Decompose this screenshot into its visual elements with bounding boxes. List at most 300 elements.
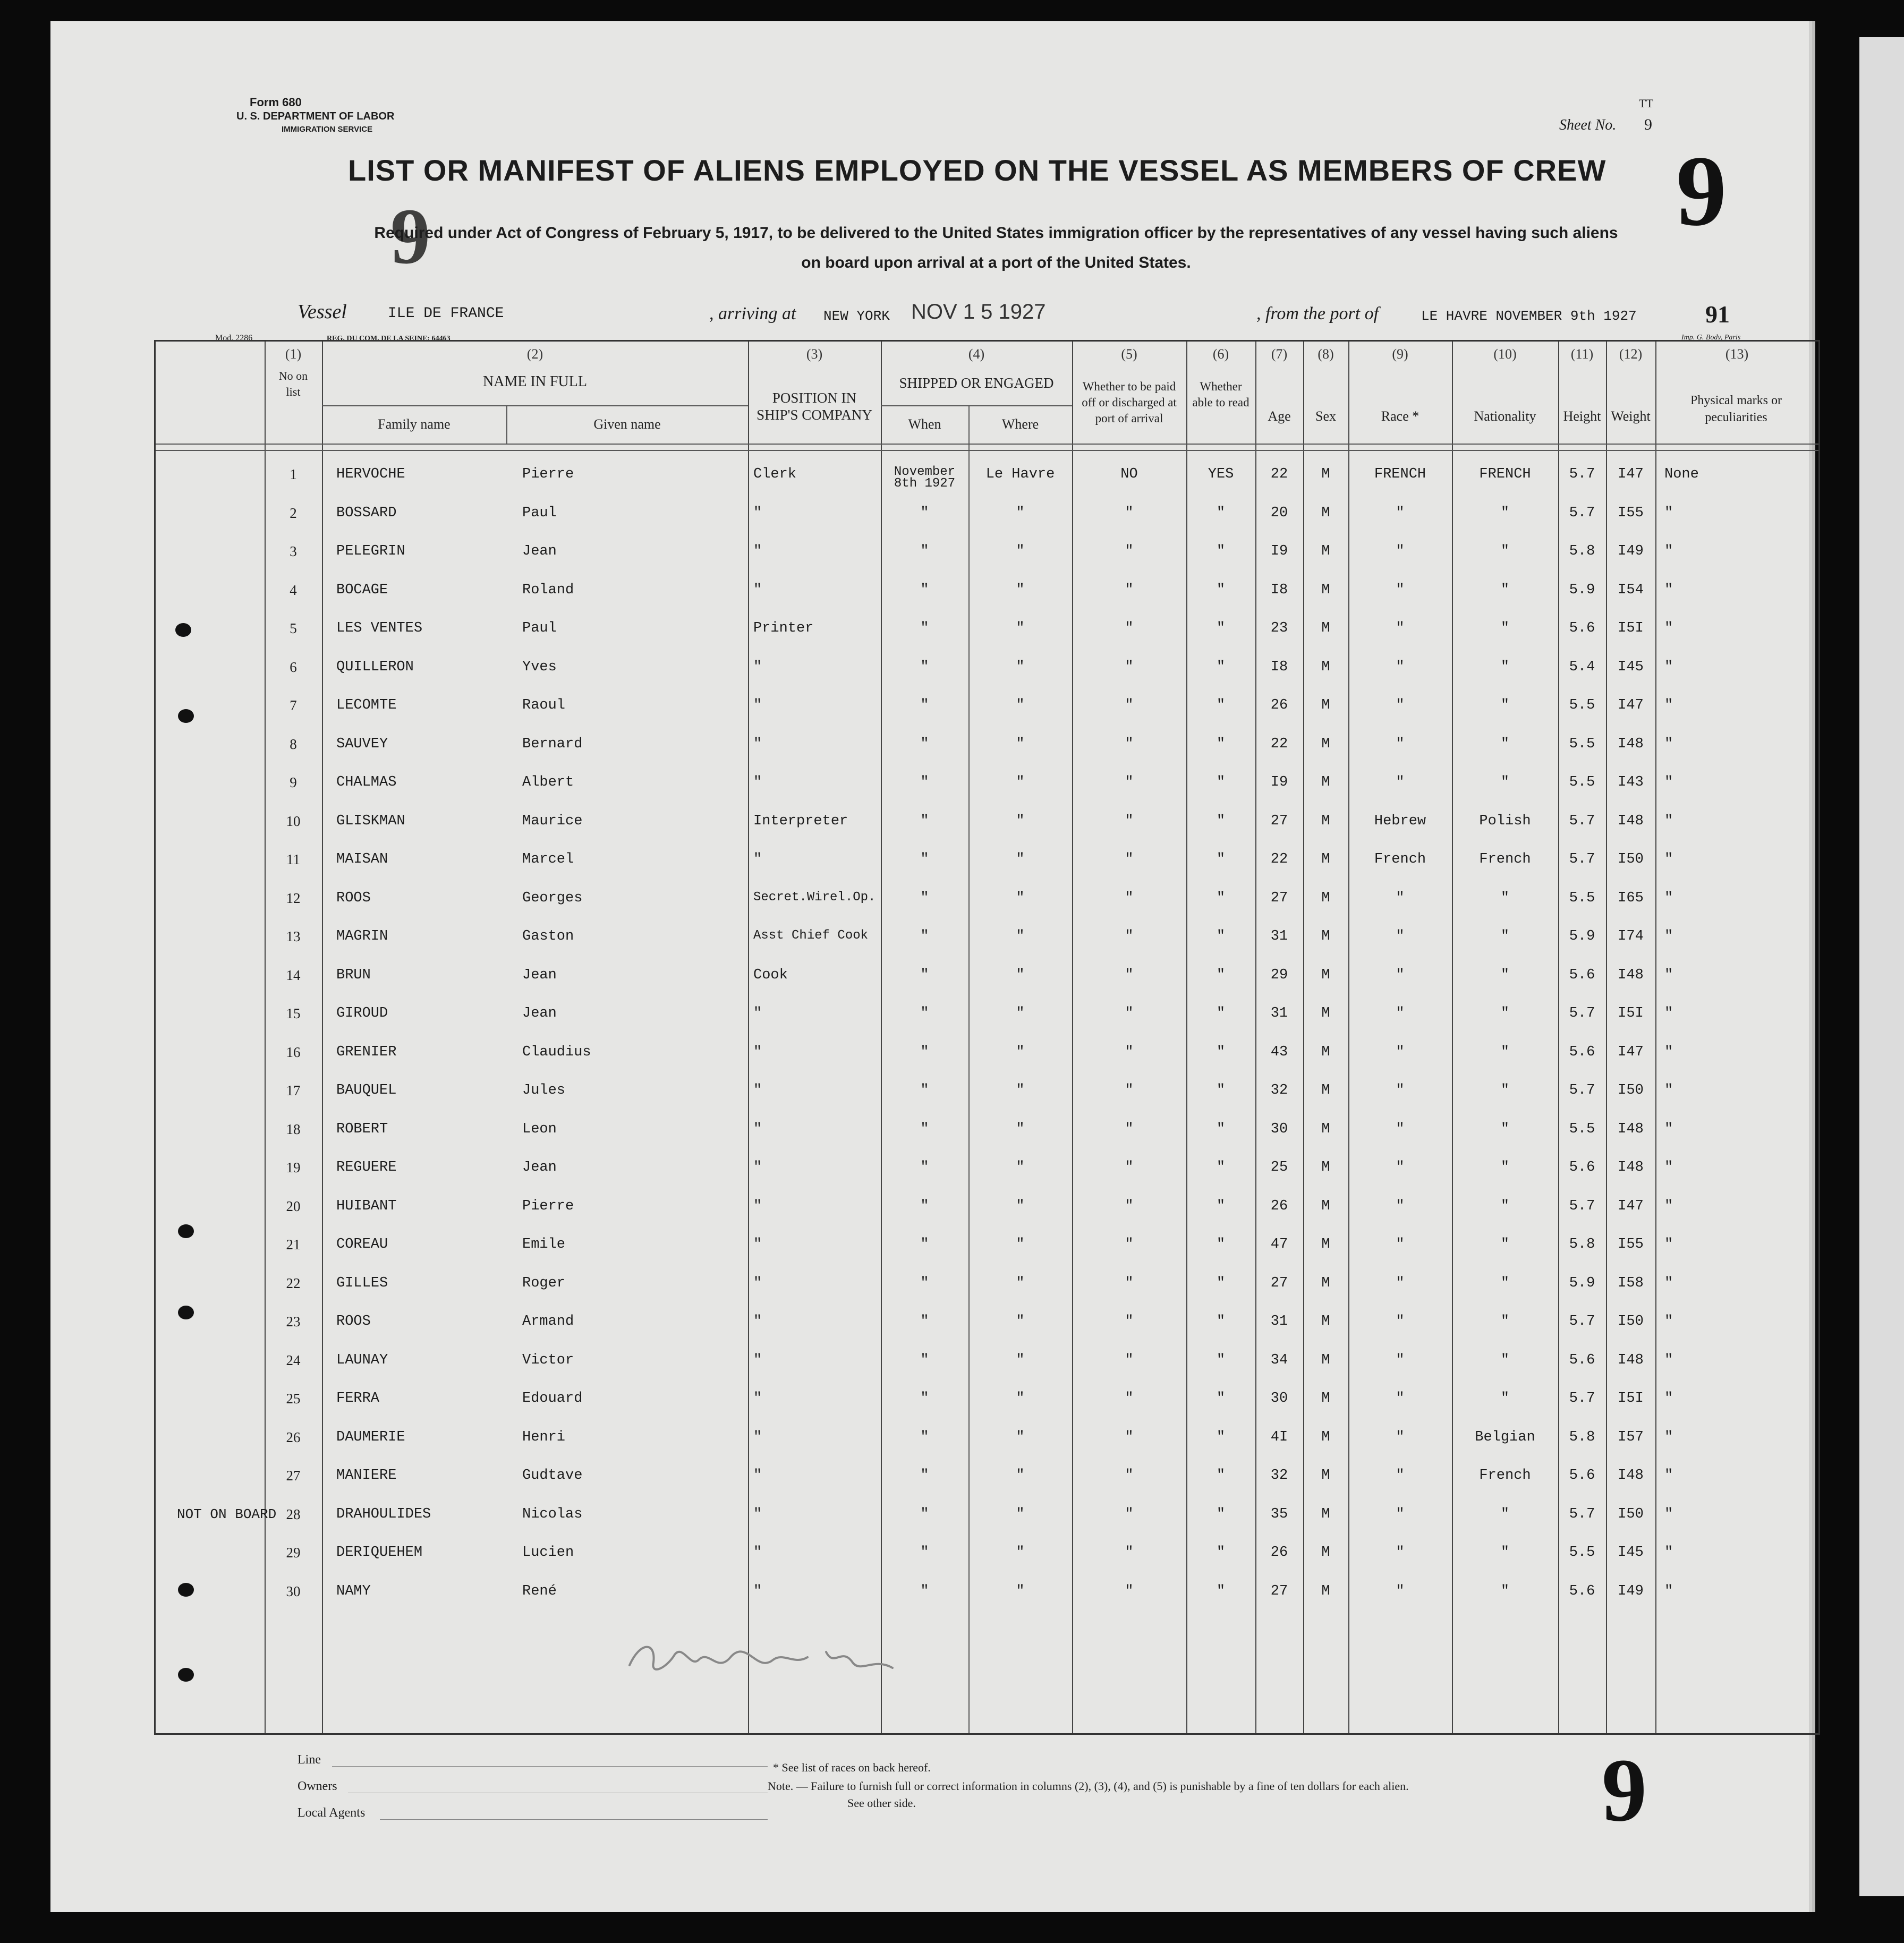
cell-where: " (1016, 967, 1025, 983)
cell-physical-marks: " (1664, 774, 1673, 790)
cell-no: 26 (286, 1429, 301, 1445)
cell-paid-off: " (1125, 1005, 1134, 1021)
cell-where: " (1016, 620, 1025, 636)
cell-race: " (1396, 1044, 1405, 1060)
cell-weight: I48 (1618, 1160, 1644, 1175)
cell-height: 5.9 (1569, 582, 1595, 598)
cell-paid-off: " (1125, 505, 1134, 521)
cell-given-name: Roger (522, 1275, 566, 1291)
table-row (156, 1583, 1818, 1622)
cell-nationality: " (1500, 1545, 1510, 1561)
cell-race: " (1396, 659, 1405, 675)
from-port: LE HAVRE NOVEMBER 9th 1927 (1421, 308, 1637, 324)
cell-physical-marks: " (1664, 736, 1673, 752)
vessel-name: ILE DE FRANCE (388, 305, 504, 322)
cell-physical-marks: " (1664, 697, 1673, 713)
cell-sex: M (1321, 967, 1330, 983)
cell-family-name: GILLES (336, 1275, 388, 1291)
cell-when: " (920, 1160, 929, 1175)
cell-weight: I47 (1618, 466, 1644, 482)
cell-when: " (920, 659, 929, 675)
cell-able-to-read: " (1216, 1391, 1226, 1407)
cell-nationality: FRENCH (1479, 466, 1531, 482)
cell-paid-off: " (1125, 582, 1134, 598)
cell-able-to-read: " (1216, 505, 1226, 521)
cell-no: 6 (290, 659, 297, 675)
cell-race: " (1396, 1391, 1405, 1407)
cell-when: " (920, 736, 929, 752)
cell-weight: I58 (1618, 1275, 1644, 1291)
cell-height: 5.7 (1569, 505, 1595, 521)
cell-given-name: Albert (522, 774, 574, 790)
cell-age: I8 (1270, 659, 1288, 675)
cell-physical-marks: " (1664, 1005, 1673, 1021)
cell-race: " (1396, 1083, 1405, 1098)
cell-physical-marks: " (1664, 1275, 1673, 1291)
cell-race: Hebrew (1374, 813, 1426, 829)
col-label-height: Height (1563, 408, 1601, 424)
cell-nationality: " (1500, 505, 1510, 521)
cell-race: " (1396, 928, 1405, 944)
cell-sex: M (1321, 620, 1330, 636)
col-label-name-in-full: NAME IN FULL (483, 373, 587, 390)
cell-where: " (1016, 659, 1025, 675)
cell-height: 5.7 (1569, 466, 1595, 482)
cell-physical-marks: " (1664, 543, 1673, 559)
footer-stamp-9: 9 (1602, 1740, 1647, 1840)
cell-when: " (920, 851, 929, 867)
col-label-nationality: Nationality (1474, 408, 1536, 424)
penalty-note: Note. — Failure to furnish full or correct information in columns (2), (3), (4), and (5) is punishable by a fine of ten dollars for each alien. (768, 1779, 1409, 1793)
cell-weight: I54 (1618, 582, 1644, 598)
table-row (156, 1506, 1818, 1545)
cell-height: 5.6 (1569, 1044, 1595, 1060)
cell-position: " (753, 851, 762, 867)
cell-sex: M (1321, 543, 1330, 559)
cell-physical-marks: " (1664, 620, 1673, 636)
cell-given-name: Marcel (522, 851, 574, 867)
cell-where: " (1016, 813, 1025, 829)
cell-family-name: GLISKMAN (336, 813, 405, 829)
cell-physical-marks: " (1664, 1044, 1673, 1060)
cell-no: 10 (286, 813, 301, 829)
cell-physical-marks: " (1664, 1198, 1673, 1214)
cell-age: 35 (1270, 1506, 1288, 1522)
cell-able-to-read: " (1216, 543, 1226, 559)
cell-paid-off: " (1125, 1198, 1134, 1214)
cell-when: November 8th 1927 (894, 465, 956, 491)
cell-no: 27 (286, 1468, 301, 1484)
cell-position: " (753, 1545, 762, 1561)
table-row (156, 582, 1818, 620)
cell-height: 5.6 (1569, 967, 1595, 983)
cell-where: " (1016, 1121, 1025, 1137)
cell-sex: M (1321, 813, 1330, 829)
cell-where: " (1016, 543, 1025, 559)
cell-race: " (1396, 1005, 1405, 1021)
cell-race: " (1396, 1314, 1405, 1330)
cell-no: 14 (286, 967, 301, 983)
cell-when: " (920, 1583, 929, 1599)
cell-given-name: Georges (522, 890, 583, 906)
cell-paid-off: " (1125, 851, 1134, 867)
cell-family-name: QUILLERON (336, 659, 414, 675)
cell-paid-off: " (1125, 1506, 1134, 1522)
table-row (156, 1198, 1818, 1237)
cell-when: " (920, 774, 929, 790)
cell-race: " (1396, 620, 1405, 636)
col-label-able-to-read: Whether able to read (1192, 380, 1250, 409)
cell-nationality: " (1500, 1583, 1510, 1599)
cell-age: 31 (1270, 1005, 1288, 1021)
table-row (156, 1160, 1818, 1198)
cell-given-name: Jean (522, 1005, 557, 1021)
cell-where: " (1016, 1275, 1025, 1291)
cell-physical-marks: " (1664, 967, 1673, 983)
cell-paid-off: " (1125, 697, 1134, 713)
cell-able-to-read: " (1216, 1352, 1226, 1368)
cell-where: " (1016, 890, 1025, 906)
cell-nationality: " (1500, 659, 1510, 675)
cell-position: " (753, 1391, 762, 1407)
cell-weight: I50 (1618, 851, 1644, 867)
cell-given-name: Leon (522, 1121, 557, 1137)
cell-when: " (920, 1391, 929, 1407)
cell-where: " (1016, 1160, 1025, 1175)
cell-given-name: Maurice (522, 813, 583, 829)
cell-when: " (920, 1314, 929, 1330)
cell-height: 5.9 (1569, 928, 1595, 944)
cell-when: " (920, 697, 929, 713)
cell-paid-off: NO (1120, 466, 1138, 482)
cell-weight: I74 (1618, 928, 1644, 944)
cell-age: 30 (1270, 1391, 1288, 1407)
cell-family-name: DAUMERIE (336, 1429, 405, 1445)
sheet-stamp-9: 9 (1676, 135, 1727, 247)
cell-age: 22 (1270, 851, 1288, 867)
cell-physical-marks: " (1664, 1083, 1673, 1098)
cell-family-name: LECOMTE (336, 697, 397, 713)
manifest-page (50, 21, 1809, 1912)
cell-able-to-read: " (1216, 1083, 1226, 1098)
col-label-age: Age (1268, 408, 1291, 424)
table-row (156, 1545, 1818, 1583)
cell-where: " (1016, 1044, 1025, 1060)
crew-manifest-table (154, 340, 1820, 1735)
col-num-11: (11) (1570, 346, 1594, 362)
cell-sex: M (1321, 466, 1330, 482)
cell-age: 27 (1270, 890, 1288, 906)
cell-age: 30 (1270, 1121, 1288, 1137)
cell-family-name: GRENIER (336, 1044, 397, 1060)
races-note: * See list of races on back hereof. (773, 1761, 931, 1774)
cell-nationality: " (1500, 1391, 1510, 1407)
cell-no: 18 (286, 1121, 301, 1137)
cell-when: " (920, 505, 929, 521)
cell-able-to-read: " (1216, 1160, 1226, 1175)
cell-paid-off: " (1125, 543, 1134, 559)
cell-where: " (1016, 1391, 1025, 1407)
cell-weight: I50 (1618, 1083, 1644, 1098)
cell-nationality: " (1500, 1198, 1510, 1214)
cell-no: 20 (286, 1198, 301, 1214)
cell-when: " (920, 1545, 929, 1561)
cell-race: " (1396, 1121, 1405, 1137)
cell-when: " (920, 1083, 929, 1098)
cell-paid-off: " (1125, 1352, 1134, 1368)
cell-when: " (920, 1005, 929, 1021)
cell-race: " (1396, 1545, 1405, 1561)
cell-able-to-read: " (1216, 1044, 1226, 1060)
see-other-side: See other side. (847, 1796, 916, 1810)
cell-weight: I47 (1618, 1198, 1644, 1214)
cell-able-to-read: " (1216, 1468, 1226, 1484)
cell-position: " (753, 1044, 762, 1060)
cell-nationality: " (1500, 1237, 1510, 1252)
cell-age: 22 (1270, 466, 1288, 482)
cell-weight: I55 (1618, 1237, 1644, 1252)
cell-family-name: COREAU (336, 1237, 388, 1252)
cell-able-to-read: " (1216, 1005, 1226, 1021)
cell-nationality: " (1500, 1314, 1510, 1330)
cell-weight: I57 (1618, 1429, 1644, 1445)
cell-nationality: " (1500, 1044, 1510, 1060)
inspector-signature (624, 1636, 900, 1678)
cell-position: " (753, 1314, 762, 1330)
cell-position: Printer (753, 620, 814, 636)
cell-nationality: " (1500, 1083, 1510, 1098)
cell-physical-marks: " (1664, 1583, 1673, 1599)
cell-height: 5.5 (1569, 697, 1595, 713)
cell-sex: M (1321, 851, 1330, 867)
cell-family-name: BRUN (336, 967, 371, 983)
cell-given-name: Henri (522, 1429, 566, 1445)
cell-weight: I47 (1618, 697, 1644, 713)
table-row (156, 543, 1818, 582)
col-num-5: (5) (1121, 346, 1137, 362)
cell-age: 27 (1270, 813, 1288, 829)
cell-paid-off: " (1125, 1275, 1134, 1291)
cell-able-to-read: " (1216, 1314, 1226, 1330)
cell-given-name: Armand (522, 1314, 574, 1330)
cell-no: 19 (286, 1160, 301, 1175)
cell-when: " (920, 1275, 929, 1291)
cell-age: 26 (1270, 1545, 1288, 1561)
cell-age: 27 (1270, 1583, 1288, 1599)
cell-weight: I50 (1618, 1506, 1644, 1522)
cell-given-name: Pierre (522, 466, 574, 482)
table-row (156, 505, 1818, 543)
cell-height: 5.7 (1569, 813, 1595, 829)
cell-age: 23 (1270, 620, 1288, 636)
cell-position: Secret.Wirel.Op. (753, 890, 876, 905)
cell-able-to-read: " (1216, 813, 1226, 829)
col-num-2: (2) (526, 346, 543, 362)
cell-where: " (1016, 851, 1025, 867)
cell-weight: I48 (1618, 1352, 1644, 1368)
cell-family-name: FERRA (336, 1391, 380, 1407)
cell-race: " (1396, 697, 1405, 713)
cell-able-to-read: " (1216, 1237, 1226, 1252)
cell-paid-off: " (1125, 774, 1134, 790)
cell-sex: M (1321, 1005, 1330, 1021)
cell-height: 5.7 (1569, 1314, 1595, 1330)
cell-physical-marks: " (1664, 890, 1673, 906)
table-row (156, 1314, 1818, 1352)
cell-position: " (753, 1121, 762, 1137)
cell-where: " (1016, 1545, 1025, 1561)
cell-physical-marks: " (1664, 1314, 1673, 1330)
cell-family-name: ROOS (336, 1314, 371, 1330)
cell-weight: I5I (1618, 1391, 1644, 1407)
cell-nationality: French (1479, 851, 1531, 867)
cell-sex: M (1321, 659, 1330, 675)
cell-sex: M (1321, 1583, 1330, 1599)
cell-no: 3 (290, 543, 297, 559)
cell-sex: M (1321, 697, 1330, 713)
cell-no: 21 (286, 1237, 301, 1252)
cell-when: " (920, 1468, 929, 1484)
cell-no: 22 (286, 1275, 301, 1291)
cell-weight: I48 (1618, 813, 1644, 829)
cell-age: I8 (1270, 582, 1288, 598)
col-num-3: (3) (806, 346, 823, 362)
cell-family-name: HERVOCHE (336, 466, 405, 482)
cell-nationality: Belgian (1475, 1429, 1535, 1445)
cell-where: " (1016, 1583, 1025, 1599)
cell-able-to-read: " (1216, 582, 1226, 598)
cell-no: 4 (290, 582, 297, 598)
cell-position: Clerk (753, 466, 797, 482)
cell-given-name: Emile (522, 1237, 566, 1252)
cell-given-name: Victor (522, 1352, 574, 1368)
cell-nationality: " (1500, 736, 1510, 752)
cell-paid-off: " (1125, 1083, 1134, 1098)
cell-where: " (1016, 1506, 1025, 1522)
cell-physical-marks: " (1664, 851, 1673, 867)
cell-age: 43 (1270, 1044, 1288, 1060)
line-label: Line (298, 1753, 321, 1767)
cell-where: " (1016, 1083, 1025, 1098)
col-label-physical-marks: Physical marks or peculiarities (1690, 394, 1782, 424)
cell-sex: M (1321, 1352, 1330, 1368)
cell-family-name: NAMY (336, 1583, 371, 1599)
cell-nationality: " (1500, 1352, 1510, 1368)
cell-height: 5.8 (1569, 543, 1595, 559)
adjacent-page-edge (1859, 37, 1904, 1896)
cell-race: " (1396, 543, 1405, 559)
cell-able-to-read: " (1216, 774, 1226, 790)
cell-given-name: Raoul (522, 697, 566, 713)
col-label-family-name: Family name (378, 416, 450, 432)
cell-position: " (753, 1160, 762, 1175)
table-row (156, 928, 1818, 967)
cell-sex: M (1321, 1275, 1330, 1291)
cell-position: " (753, 659, 762, 675)
cell-family-name: PELEGRIN (336, 543, 405, 559)
cell-able-to-read: " (1216, 967, 1226, 983)
cell-position: " (753, 1237, 762, 1252)
cell-when: " (920, 1198, 929, 1214)
col-num-13: (13) (1725, 346, 1749, 362)
cell-nationality: " (1500, 890, 1510, 906)
cell-given-name: Jean (522, 543, 557, 559)
cell-given-name: René (522, 1583, 557, 1599)
cell-weight: I48 (1618, 1121, 1644, 1137)
sheet-label: Sheet No. (1559, 117, 1617, 133)
cell-sex: M (1321, 736, 1330, 752)
cell-sex: M (1321, 1468, 1330, 1484)
cell-position: Asst Chief Cook (753, 928, 869, 943)
cell-height: 5.7 (1569, 1506, 1595, 1522)
cell-paid-off: " (1125, 1429, 1134, 1445)
cell-position: " (753, 1198, 762, 1214)
table-row (156, 1468, 1818, 1506)
cell-when: " (920, 582, 929, 598)
cell-no: 2 (290, 505, 297, 521)
cell-position: " (753, 1083, 762, 1098)
cell-physical-marks: " (1664, 928, 1673, 944)
cell-when: " (920, 543, 929, 559)
cell-able-to-read: " (1216, 851, 1226, 867)
cell-family-name: DERIQUEHEM (336, 1545, 423, 1561)
cell-race: " (1396, 736, 1405, 752)
cell-no: 11 (286, 851, 300, 867)
cell-paid-off: " (1125, 1391, 1134, 1407)
table-row (156, 890, 1818, 928)
cell-sex: M (1321, 1160, 1330, 1175)
col-num-8: (8) (1318, 346, 1334, 362)
cell-when: " (920, 967, 929, 983)
cell-family-name: ROBERT (336, 1121, 388, 1137)
col-label-sex: Sex (1315, 408, 1336, 424)
table-row (156, 813, 1818, 851)
cell-when: " (920, 928, 929, 944)
table-row (156, 620, 1818, 659)
cell-family-name: REGUERE (336, 1160, 397, 1175)
cell-where: " (1016, 1314, 1025, 1330)
table-row (156, 1391, 1818, 1429)
required-line-1: Required under Act of Congress of February 5, 1917, to be delivered to the United States immigration officer by the representatives of any vessel having such aliens (374, 224, 1618, 242)
cell-weight: I45 (1618, 1545, 1644, 1561)
form-number: Form 680 (250, 96, 302, 109)
col-label-race: Race * (1381, 408, 1420, 424)
cell-able-to-read: " (1216, 1121, 1226, 1137)
cell-weight: I49 (1618, 1583, 1644, 1599)
cell-position: " (753, 1352, 762, 1368)
cell-given-name: Lucien (522, 1545, 574, 1561)
arriving-port: NEW YORK (823, 308, 890, 324)
cell-age: 26 (1270, 697, 1288, 713)
vessel-label: Vessel (298, 301, 347, 323)
cell-position: " (753, 697, 762, 713)
cell-sex: M (1321, 1314, 1330, 1330)
cell-able-to-read: " (1216, 890, 1226, 906)
cell-height: 5.4 (1569, 659, 1595, 675)
cell-when: " (920, 1044, 929, 1060)
cell-position: " (753, 505, 762, 521)
cell-where: " (1016, 928, 1025, 944)
cell-no: 30 (286, 1583, 301, 1599)
cell-race: " (1396, 1160, 1405, 1175)
cell-no: 15 (286, 1005, 301, 1021)
cell-sex: M (1321, 1044, 1330, 1060)
cell-where: " (1016, 1352, 1025, 1368)
required-line-2: on board upon arrival at a port of the United States. (801, 254, 1191, 271)
page-title: LIST OR MANIFEST OF ALIENS EMPLOYED ON THE VESSEL AS MEMBERS OF CREW (348, 154, 1606, 187)
cell-no: 8 (290, 736, 297, 752)
cell-nationality: French (1479, 1468, 1531, 1484)
